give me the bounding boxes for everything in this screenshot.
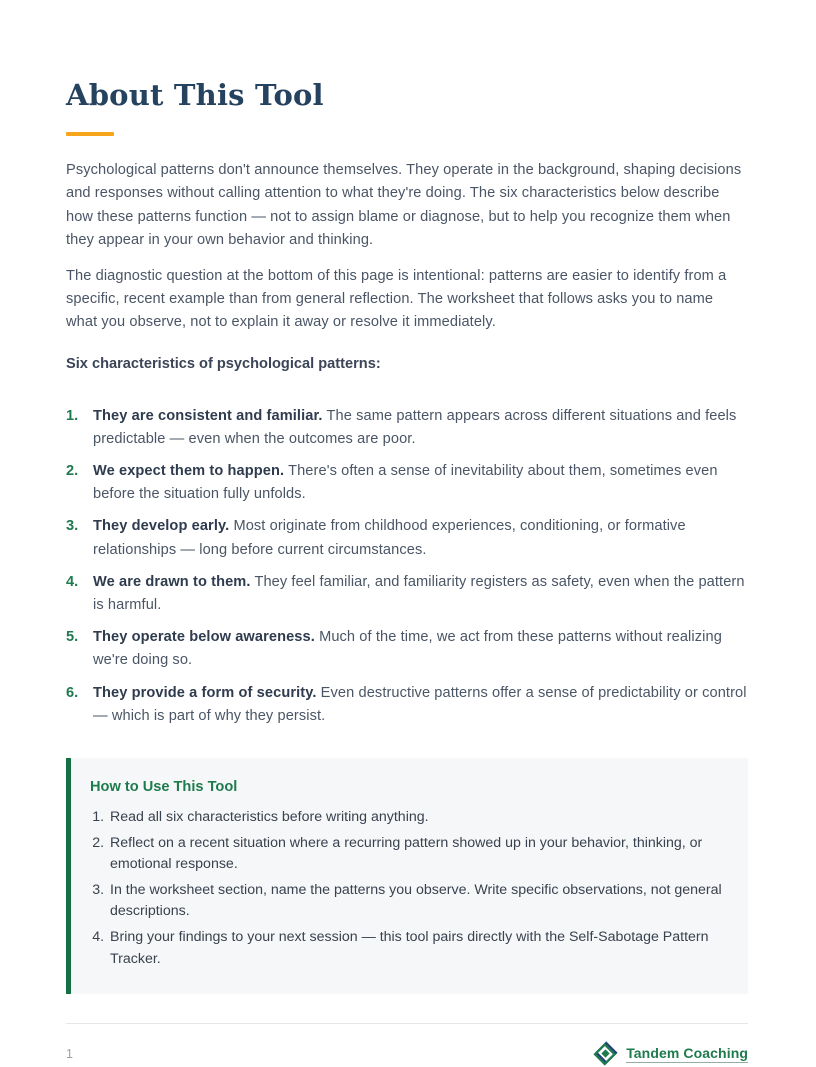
- list-item-text: [93, 460, 748, 506]
- intro-paragraph-2: The diagnostic question at the bottom of this page is intentional: patterns are easier to identify from a specific, recent example than from general reflection. The worksheet that follows asks you to name what you observe, not to explain it away or resolve it immediately.: [66, 268, 727, 331]
- list-item-text: [93, 682, 748, 728]
- callout-step: 2. Reflect on a recent situation where a recurring pattern showed up in your behavior, thinking, or emotional response.: [108, 833, 724, 876]
- list-item-number: 5.: [66, 629, 79, 646]
- title-accent-bar: [66, 132, 114, 136]
- list-item-description: Most originate from childhood experiences, conditioning, or formative relationships — long before current circumstances.: [93, 518, 686, 558]
- page-number: 1: [66, 1046, 73, 1061]
- list-item: [66, 682, 748, 728]
- brand-name: Tandem Coaching: [626, 1044, 748, 1061]
- list-item: [66, 460, 748, 506]
- list-item-lead: They develop early.: [93, 518, 230, 535]
- list-item-description: They feel familiar, and familiarity registers as safety, even when the pattern is harmful.: [93, 573, 745, 614]
- list-item-lead: They are consistent and familiar.: [93, 407, 323, 424]
- list-item: [66, 571, 748, 617]
- page-footer: [66, 1023, 748, 1067]
- list-item-number: 6.: [66, 684, 79, 701]
- characteristics-list-intro: Six characteristics of psychological patterns:: [66, 355, 381, 372]
- list-item: [66, 626, 748, 672]
- list-item-description: The same pattern appears across different situations and feels predictable — even when the outcomes are poor.: [93, 407, 737, 447]
- list-item-lead: We expect them to happen.: [93, 463, 285, 480]
- list-item-number: 1.: [66, 407, 79, 424]
- characteristics-list: [66, 405, 748, 728]
- list-item: [66, 515, 748, 561]
- list-item-lead: We are drawn to them.: [93, 573, 251, 590]
- list-item-text: [93, 626, 748, 672]
- callout-step: 3. In the worksheet section, name the patterns you observe. Write specific observations, not general descriptions.: [108, 880, 724, 923]
- brand-link[interactable]: [592, 1040, 748, 1067]
- list-item-number: 2.: [66, 463, 79, 480]
- callout-step: 1. Read all six characteristics before writing anything.: [108, 807, 724, 829]
- list-item-description: Even destructive patterns offer a sense of predictability or control — which is part of why they persist.: [93, 684, 747, 724]
- list-item-description: There's often a sense of inevitability about them, sometimes even before the situation fully unfolds.: [93, 463, 718, 503]
- list-item-text: [93, 515, 748, 561]
- list-item-text: [93, 405, 748, 451]
- list-item: [66, 405, 748, 451]
- intro-paragraph-1: Psychological patterns don't announce themselves. They operate in the background, shaping decisions and responses without calling attention to what they're doing. The six characteristics below describe how these patterns function — not to assign blame or diagnose, but to help you recognize them when they appear in your own behavior and thinking.: [66, 162, 742, 248]
- how-to-use-callout: [66, 758, 748, 994]
- tandem-diamond-logo-icon: [592, 1040, 619, 1067]
- list-item-lead: They operate below awareness.: [93, 629, 315, 646]
- list-item-number: 3.: [66, 518, 79, 535]
- page-title: About This Tool: [66, 78, 324, 113]
- list-item-lead: They provide a form of security.: [93, 684, 317, 701]
- list-item-number: 4.: [66, 573, 79, 590]
- callout-step: 4. Bring your findings to your next session — this tool pairs directly with the Self-Sabotage Pattern Tracker.: [108, 927, 724, 970]
- callout-steps-list: [90, 807, 724, 970]
- callout-heading: How to Use This Tool: [90, 779, 238, 796]
- list-item-description: Much of the time, we act from these patterns without realizing we're doing so.: [93, 629, 722, 669]
- list-item-text: [93, 571, 748, 617]
